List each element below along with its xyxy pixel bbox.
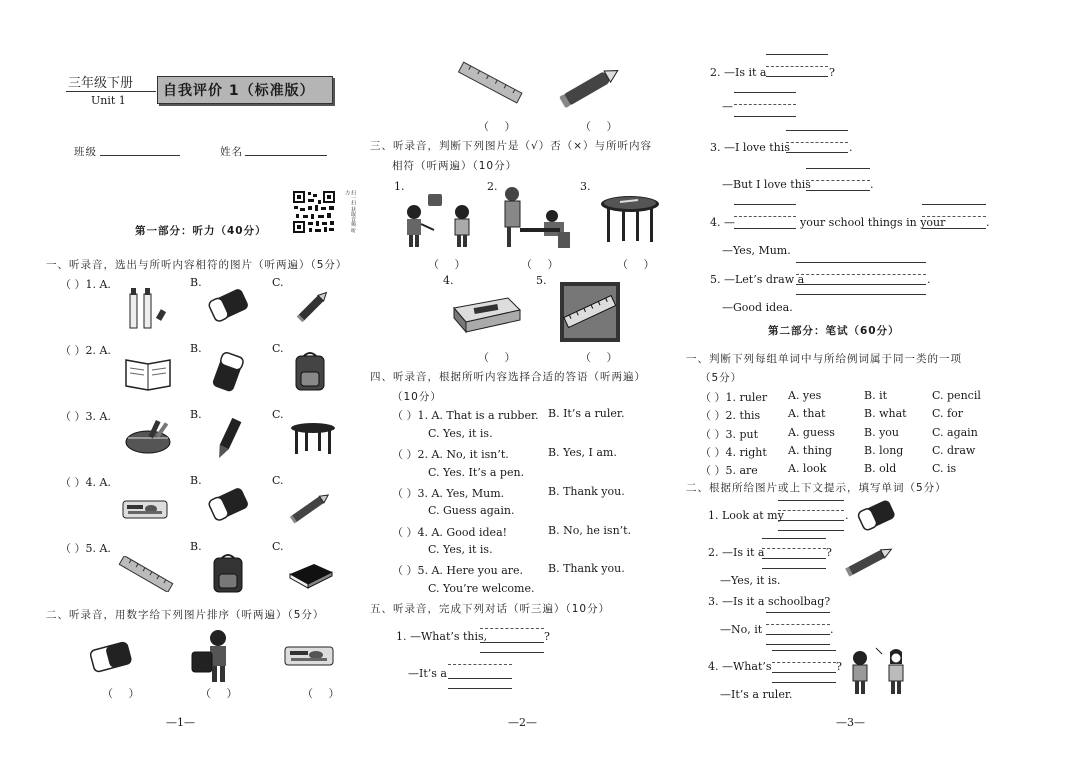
d3-blank[interactable] [786,142,848,143]
q5-blank-2c[interactable] [448,688,512,689]
d3b-end: . [870,178,874,191]
q1-title: 一、听录音，选出与所听内容相符的图片（听两遍）（5分） [46,259,348,271]
q1-row-3-num: （ ）3. A. [60,410,111,423]
w1-row-5-c: C. is [932,462,957,475]
w2-1-blank-top[interactable] [778,500,844,501]
w2-4-text: 4. —What’s [708,660,772,673]
q3-num-5: 5. [536,274,547,287]
d3b-blank-2[interactable] [806,190,870,191]
w1-row-3-a: A. guess [788,426,835,439]
w2-1-end: . [845,509,849,522]
w1-row-2-c: C. for [932,407,963,420]
q3-num-3: 3. [580,180,591,193]
w2-1-blank-bottom[interactable] [778,530,844,531]
w2-4-blank-2[interactable] [772,672,836,673]
q5-blank-2a[interactable] [448,664,512,665]
q4-item-3-a: （ ）3. A. Yes, Mum. [392,487,505,500]
q5-line1-text: 1. —What’s this, [396,630,488,643]
schoolbag-image [290,350,330,394]
page-number-2: —2— [508,716,537,729]
class-field[interactable] [100,155,180,156]
w2-4-blank-bottom[interactable] [772,682,836,683]
q4-item-4-a: （ ）4. A. Good idea! [392,526,508,539]
q3-answer-3[interactable]: （ ） [617,258,661,271]
q4-item-1-b: B. It’s a ruler. [548,407,625,420]
w2-1-blank-2[interactable] [778,520,844,521]
q5-blank-2b[interactable] [448,678,512,679]
d3b-blank-top[interactable] [806,168,870,169]
ruler-in-frame-image [558,280,622,344]
d4-blank-2[interactable] [922,216,986,217]
d5-blank[interactable] [796,274,926,275]
q4-title-line1: 四、听录音，根据所听内容选择合适的答语（听两遍） [370,371,646,383]
w2-4b-text: —It’s a ruler. [720,688,793,701]
d5-blank-2[interactable] [796,284,926,285]
d4-blank-1-top[interactable] [734,204,796,205]
q1-row-1-c: C. [272,276,284,289]
pencil-image [556,58,628,114]
w2-4-blank-top[interactable] [772,650,836,651]
part1-title: 第一部分：听力（40分） [135,225,267,237]
q1-row-1-num: （ ）1. A. [60,278,111,291]
d4-blank-1-bottom[interactable] [734,228,796,229]
w1-row-3-c: C. again [932,426,978,439]
book-image [122,352,174,392]
d4-blank-2-top[interactable] [922,204,986,205]
markers-image [122,282,172,332]
d5b-text: —Good idea. [722,301,793,314]
pencil-box-image [120,494,170,524]
table-image [288,420,338,456]
pen-image [210,414,246,464]
q1-row-4-c: C. [272,474,284,487]
table-image [598,192,662,246]
q2-title: 二、听录音，用数字给下列图片排序（听两遍）（5分） [46,609,325,621]
grade-label: 三年级下册 [68,76,134,91]
two-children-image [396,192,482,250]
boy-with-schoolbag-image [186,628,236,684]
q1-row-3-c: C. [272,408,284,421]
book-image [286,556,336,590]
q3-top-answer-1[interactable]: （ ） [478,120,522,133]
pencil-box-image [448,292,524,336]
q4-item-2-c: C. Yes. It’s a pen. [428,466,525,479]
q4-item-5-b: B. Thank you. [548,562,625,575]
teacher-student-image [496,184,576,250]
q3-num-2: 2. [487,180,498,193]
w1-row-2-q: （ ）2. this [700,409,761,422]
eraser-image [208,350,248,394]
q1-row-2-b: B. [190,342,202,355]
w2-3b-text: —No, it [720,623,763,636]
q4-item-2-a: （ ）2. A. No, it isn’t. [392,448,509,461]
d5-text: 5. —Let’s draw a [710,273,805,286]
q1-row-4-num: （ ）4. A. [60,476,111,489]
q3-answer-1[interactable]: （ ） [428,258,472,271]
pencil-image [286,486,336,528]
w1-row-3-b: B. you [864,426,899,439]
q4-item-2-b: B. Yes, I am. [548,446,617,459]
d3b-text: —But I love this [722,178,811,191]
part2-title: 第二部分：笔试（60分） [768,325,900,337]
w2-3b-blank[interactable] [766,624,830,625]
w1-row-1-q: （ ）1. ruler [700,391,768,404]
q4-item-1-c: C. Yes, it is. [428,427,493,440]
w1-row-4-c: C. draw [932,444,976,457]
d4b-text: —Yes, Mum. [722,244,791,257]
name-label: 姓名 [220,146,243,158]
w2-2b-text: —Yes, it is. [720,574,781,587]
d4-blank-2-bottom[interactable] [922,228,986,229]
ruler-image [116,556,176,592]
w1-row-1-a: A. yes [788,389,822,402]
page-number-1: —1— [166,716,195,729]
q4-item-3-c: C. Guess again. [428,504,515,517]
w1-row-5-b: B. old [864,462,897,475]
q3-answer-5[interactable]: （ ） [580,351,624,364]
d4-end: . [986,216,990,229]
unit-label: Unit 1 [91,94,126,107]
q1-row-3-b: B. [190,408,202,421]
w2-2-blank-top[interactable] [762,538,826,539]
q4-item-1-a: （ ）1. A. That is a rubber. [392,409,539,422]
eraser-image [856,498,898,534]
w1-score: （5分） [700,372,743,384]
w1-row-4-b: B. long [864,444,904,457]
q3-num-4: 4. [443,274,454,287]
w2-1-text: 1. Look at my [708,509,784,522]
q5-blank-1c[interactable] [480,652,544,653]
q4-title-line2: （10分） [392,391,442,403]
w2-2-blank-bottom[interactable] [762,568,826,569]
d5-end: . [927,273,931,286]
d4-blank-1[interactable] [734,216,796,217]
boy-and-girl-image [846,646,908,696]
d2b-blank-top[interactable] [734,92,796,93]
w1-row-4-a: A. thing [788,444,833,457]
q2-answer-3[interactable]: （ ） [302,687,346,700]
d3-text: 3. —I love this [710,141,790,154]
q5-blank-1b[interactable] [480,642,544,643]
d3-end: . [849,141,853,154]
pencil-box-image [282,640,336,672]
w2-2-text: 2. —Is it a [708,546,765,559]
d2-blank-top[interactable] [766,54,828,55]
d4-mid: your school things in your [800,216,946,229]
page-number-3: —3— [836,716,865,729]
q1-row-5-b: B. [190,540,202,553]
eraser-image [88,640,134,676]
q1-row-5-num: （ ）5. A. [60,542,111,555]
grade-underline [66,91,156,92]
d3-blank-top[interactable] [786,130,848,131]
ruler-image [455,58,525,108]
class-label: 班级 [74,146,97,158]
qr-note: 扫一扫 获取音频 听力 [344,190,356,234]
d2-end: ? [829,66,835,79]
w2-4-blank[interactable] [772,662,836,663]
q5-blank-1a[interactable] [480,628,544,629]
q1-row-2-c: C. [272,342,284,355]
q3-top-answer-2[interactable]: （ ） [580,120,624,133]
w1-row-2-b: B. what [864,407,907,420]
q3-num-1: 1. [394,180,405,193]
d2-text: 2. —Is it a [710,66,767,79]
q4-item-5-a: （ ）5. A. Here you are. [392,564,524,577]
d3-blank-2[interactable] [786,152,848,153]
w1-row-1-b: B. it [864,389,888,402]
q4-item-3-b: B. Thank you. [548,485,625,498]
pencil-image [842,540,898,580]
w2-3b-blank-top[interactable] [766,612,830,613]
eraser-image [206,484,252,526]
q4-item-4-b: B. No, he isn’t. [548,524,632,537]
q1-row-1-b: B. [190,276,202,289]
w2-title: 二、根据所给图片或上下文提示，填写单词（5分） [686,482,947,494]
d3b-blank[interactable] [806,180,870,181]
w2-4-end: ? [836,660,842,673]
d4-pre: 4. — [710,216,735,229]
w2-3b-end: . [830,623,834,636]
q1-row-4-b: B. [190,474,202,487]
qr-code [292,190,336,234]
d2-blank-2[interactable] [766,76,828,77]
d2b-blank-2[interactable] [734,116,796,117]
w1-row-3-q: （ ）3. put [700,428,759,441]
w1-row-1-c: C. pencil [932,389,981,402]
w2-3b-blank-bottom[interactable] [766,644,830,645]
q4-item-4-c: C. Yes, it is. [428,543,493,556]
w2-2-blank-2[interactable] [762,558,826,559]
q1-row-5-c: C. [272,540,284,553]
q5-line2-text: —It’s a [408,667,447,680]
q3-title-line1: 三、听录音，判断下列图片是（√）否（×）与所听内容 [370,140,652,152]
d2-blank[interactable] [766,66,828,67]
q3-answer-2[interactable]: （ ） [521,258,565,271]
q4-item-5-c: C. You’re welcome. [428,582,535,595]
q1-row-2-num: （ ）2. A. [60,344,111,357]
d2b-blank[interactable] [734,104,796,105]
w2-3b-blank-2[interactable] [766,634,830,635]
d2b-text: — [722,100,733,113]
d5-blank-bottom[interactable] [796,294,926,295]
page-title: 自我评价 1（标准版） [163,83,315,99]
q5-title: 五、听录音，完成下列对话（听三遍）（10分） [370,603,611,615]
w1-row-2-a: A. that [788,407,826,420]
w1-row-5-a: A. look [788,462,827,475]
w1-row-4-q: （ ）4. right [700,446,767,459]
pencil-image [292,285,334,327]
w1-title: 一、判断下列每组单词中与所给例词属于同一类的一项 [686,353,962,365]
w2-2-blank[interactable] [762,548,826,549]
name-field[interactable] [245,155,327,156]
eraser-image [206,285,252,327]
w1-row-5-q: （ ）5. are [700,464,758,477]
pencil-case-image [122,418,174,458]
w2-1-blank[interactable] [778,510,844,511]
q3-title-line2: 相符（听两遍）（10分） [392,160,518,172]
q2-answer-1[interactable]: （ ） [102,687,146,700]
q2-answer-2[interactable]: （ ） [200,687,244,700]
d5-blank-top[interactable] [796,262,926,263]
schoolbag-image [208,552,248,596]
q3-answer-4[interactable]: （ ） [478,351,522,364]
q5-line1-end: ? [544,630,550,643]
w2-2-end: ? [826,546,832,559]
w2-3-text: 3. —Is it a schoolbag? [708,595,831,608]
